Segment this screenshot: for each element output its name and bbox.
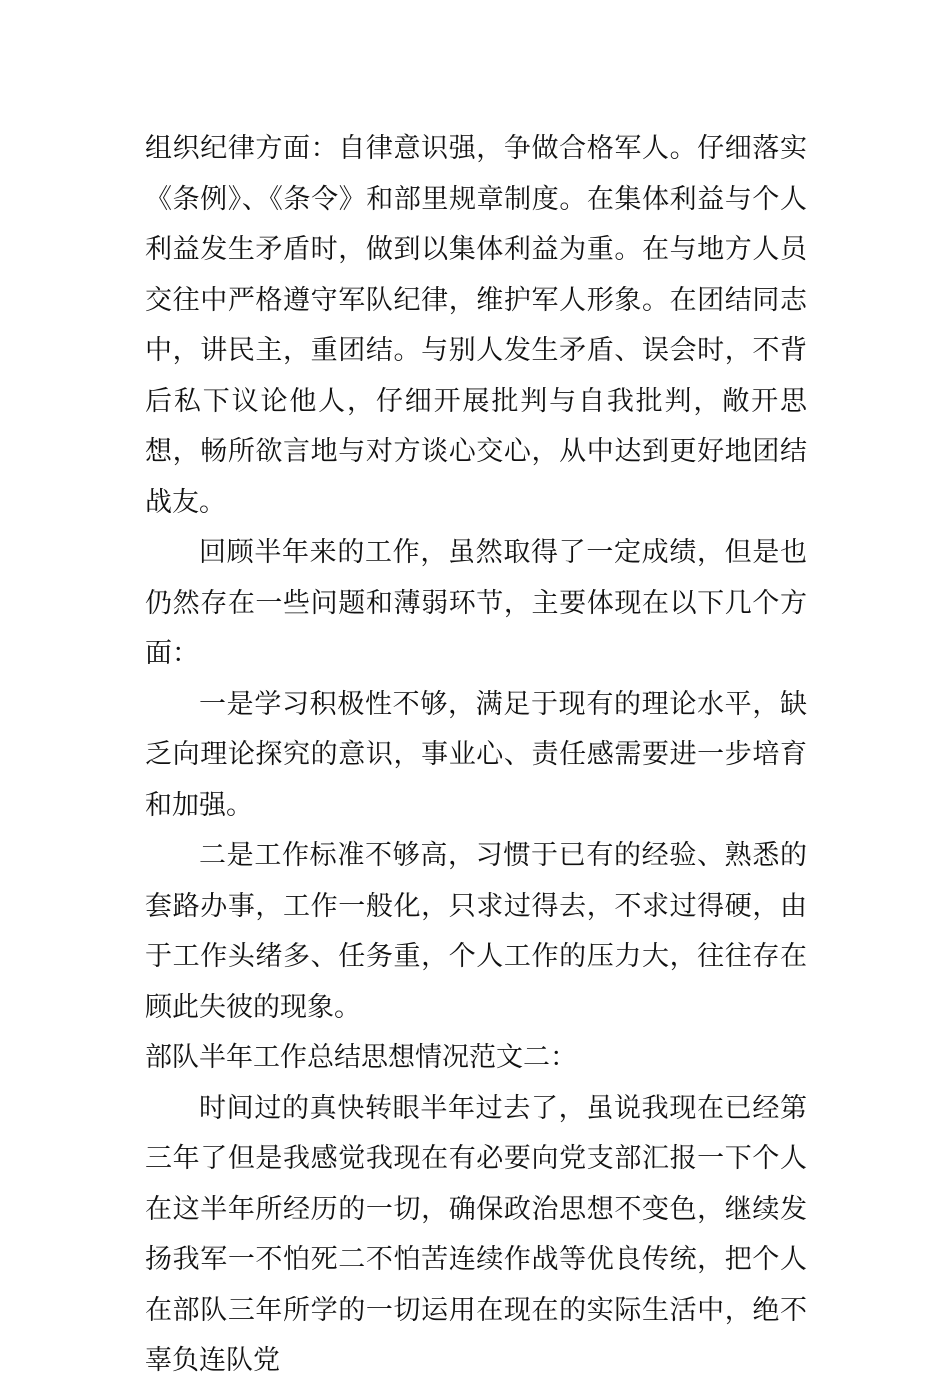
paragraph-discipline: 组织纪律方面：自律意识强，争做合格军人。仔细落实《条例》、《条令》和部里规章制度。在集体利益与个人利益发生矛盾时，做到以集体利益为重。在与地方人员交往中严格遵守军队纪律，维护军人形象。在团结同志中，讲民主，重团结。与别人发生矛盾、误会时，不背后私下议论他人，仔细开展批判与自我批判，敞开思想，畅所欲言地与对方谈心交心，从中达到更好地团结战友。 [145,133,807,518]
paragraph-review: 回顾半年来的工作，虽然取得了一定成绩，但是也仍然存在一些问题和薄弱环节，主要体现在以下几个方面： [145,537,807,669]
document-page [145,124,807,1387]
paragraph-example-two: 时间过的真快转眼半年过去了，虽说我现在已经第三年了但是我感觉我现在有必要向党支部汇报一下个人在这半年所经历的一切，确保政治思想不变色，继续发扬我军一不怕死二不怕苦连续作战等优良传统，把个人在部队三年所学的一切运用在现在的实际生活中，绝不辜负连队党 [145,1092,807,1376]
paragraph-issue-two: 二是工作标准不够高，习惯于已有的经验、熟悉的套路办事，工作一般化，只求过得去，不求过得硬，由于工作头绪多、任务重，个人工作的压力大，往往存在顾此失彼的现象。 [145,840,807,1023]
paragraph-issue-one: 一是学习积极性不够，满足于现有的理论水平，缺乏向理论探究的意识，事业心、责任感需要进一步培育和加强。 [145,688,807,821]
section-heading: 部队半年工作总结思想情况范文二： [145,1042,577,1073]
